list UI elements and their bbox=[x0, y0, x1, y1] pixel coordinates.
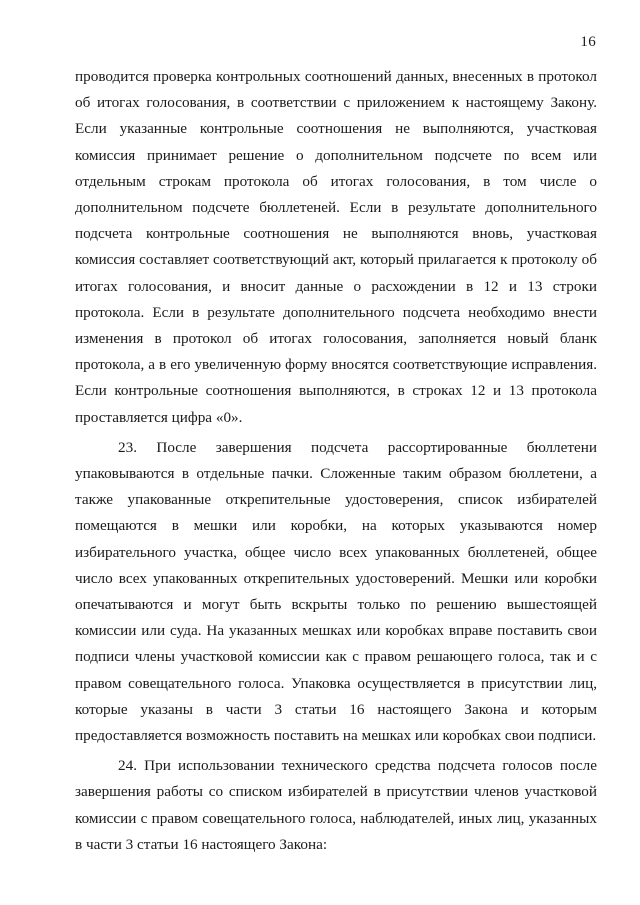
paragraph-continued: проводится проверка контрольных соотношений данных, внесенных в протокол об итогах голосования, в соответствии с приложением к настоящему Закону. Если указанные контрольные соотношения не выполняются, участковая комиссия принимает решение о дополнительном подсчете по всем или отдельным строкам протокола об итогах голосования, в том числе о дополнительном подсчете бюллетеней. Если в результате дополнительного подсчета контрольные соотношения не выполняются вновь, участковая комиссия составляет соответствующий акт, который прилагается к протоколу об итогах голосования, и вносит данные о расхождении в 12 и 13 строки протокола. Если в результате дополнительного подсчета необходимо внести изменения в протокол об итогах голосования, заполняется новый бланк протокола, а в его увеличенную форму вносятся соответствующие исправления. Если контрольные соотношения выполняются, в строках 12 и 13 протокола проставляется цифра «0». bbox=[75, 68, 597, 426]
paragraph-item-24: 24. При использовании технического средства подсчета голосов после завершения работы со списком избирателей в присутствии членов участковой комиссии с правом совещательного голоса, наблюдателей, иных лиц, указанных в части 3 статьи 16 настоящего Закона: bbox=[75, 757, 597, 853]
paragraph-item-23: 23. После завершения подсчета рассортированные бюллетени упаковываются в отдельные пачки. Сложенные таким образом бюллетени, а также упакованные открепительные удостоверения, список избирателей помещаются в мешки или коробки, на которых указываются номер избирательного участка, общее число всех упакованных бюллетеней, общее число всех упакованных открепительных удостоверений. Мешки или коробки опечатываются и могут быть вскрыты только по решению вышестоящей комиссии или суда. На указанных мешках или коробках вправе поставить свои подписи члены участковой комиссии как с правом решающего голоса, так и с правом совещательного голоса. Упаковка осуществляется в присутствии лиц, которые указаны в части 3 статьи 16 настоящего Закона и которым предоставляется возможность поставить на мешках или коробках свои подписи. bbox=[75, 438, 597, 745]
document-body bbox=[75, 64, 597, 858]
page-number: 16 bbox=[580, 34, 596, 50]
